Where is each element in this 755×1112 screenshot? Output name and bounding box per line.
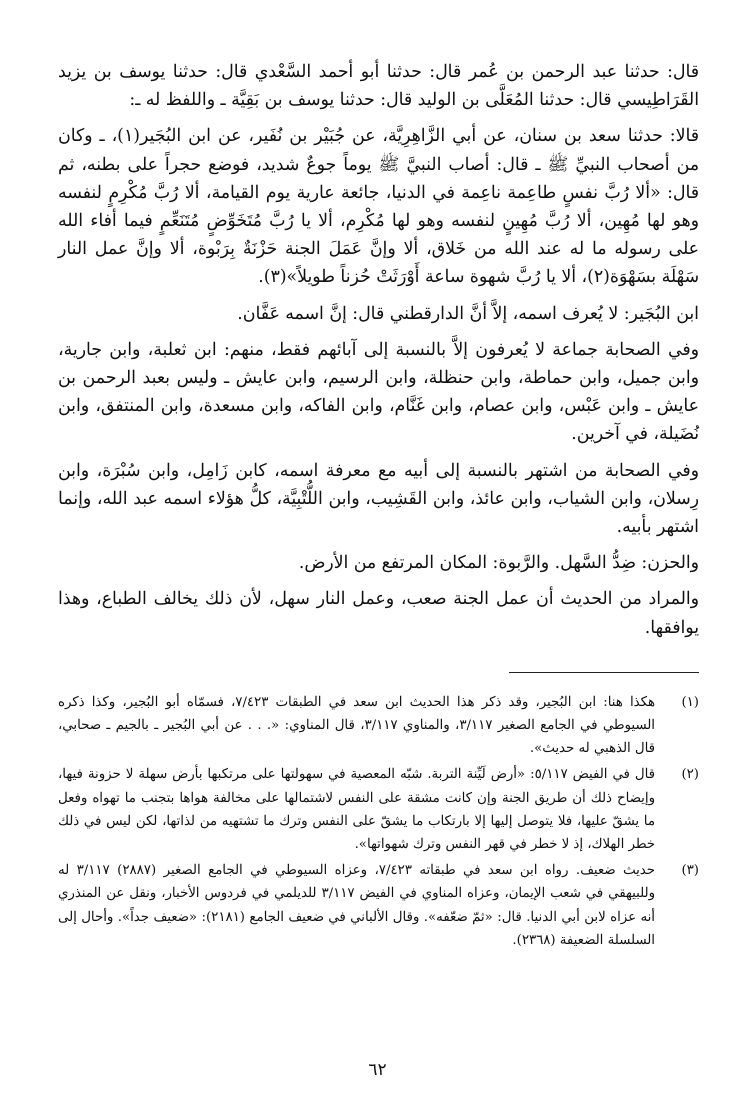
footnote-text: قال في الفيض ٥/١١٧: «أرض لَيِّنة التربة. شبّه المعصية في سهولتها على مرتكبها بأرض سهلة لا حزونة فيها، وإيضاح ذلك أن طريق الجنة وإن كانت مشقة على النفس لاشتمالها على مخالفة هواها بتجنب ما تهواه وفعل ما يشقّ عليها، فلا يتوصل إليها إلا بارتكاب ما يشقّ على النفس وترك ما تشتهيه من لذاتها، لكن ليس في ذلك خطر الهلاك، إذ لا خطر في قهر النفس وترك شهواتها». bbox=[58, 767, 656, 853]
footnote-divider bbox=[509, 672, 699, 673]
companions-by-father-paragraph: وفي الصحابة من اشتهر بالنسبة إلى أبيه مع معرفة اسمه، كابن زَامِل، وابن سُبْرَة، وابن رِسلان، وابن الشياب، وابن عائذ، وابن القَشِيب، وابن اللُّتْبِيَّة، كلُّ هؤلاء اسمه عبد الله، وإنما اشتهر بأبيه. bbox=[58, 460, 699, 538]
hadith-paragraph: قالا: حدثنا سعد بن سنان، عن أبي الزَّاهِرِيَّة، عن جُبَيْر بن نُفَير، عن ابن البُجَير(١)، ـ وكان من أصحاب النبيِّ ﷺ ـ قال: أصاب النبيَّ ﷺ يوماً جوعٌ شديد، فوضع حجراً على بطنه، ثم قال: «ألا رُبَّ نفسٍ طاعِمة ناعِمة في الدنيا، جائعة عارية يوم القيامة، ألا رُبَّ مُكْرِمٍ لنفسه وهو لها مُهِين، ألا رُبَّ مُهِينٍ لنفسه وهو لها مُكْرِم، ألا يا رُبَّ مُتَخَوِّضٍ مُتَنَعِّمٍ فيما أفاء الله على رسوله ما له عند الله من خَلاق، ألا وإنَّ عَمَلَ الجنة حَزْنَةٌ بِرَبْوة، ألا وإنَّ عمل النار سَهْلَة بسَهْوَة(٢)، ألا يا رُبَّ شهوة ساعة أَوْرَثَتْ حُزناً طويلاً»(٣). bbox=[58, 126, 699, 288]
footnote-3 bbox=[58, 859, 699, 952]
footnote-2 bbox=[58, 763, 699, 856]
narrator-note-paragraph: ابن البُجَير: لا يُعرف اسمه، إلاَّ أنَّ الدارقطني قال: إنَّ اسمه عَفَّان. bbox=[237, 303, 699, 324]
main-text bbox=[58, 58, 699, 642]
footnote-text: حديث ضعيف. رواه ابن سعد في طبقاته ٧/٤٢٣، وعزاه السيوطي في الجامع الصغير (٢٨٨٧) ٣/١١٧ له وللبيهقي في شعب الإيمان، وعزاه المناوي في الفيض ٣/١١٧ للديلمي في فردوس الأخبار، ونقل عن المنذري أنه عزاه لابن أبي الدنيا. قال: «ثمّ ضعّفه». وقال الألباني في ضعيف الجامع (٢١٨١): «ضعيف جداً». وأحال إلى السلسلة الضعيفة (٢٣٦٨). bbox=[58, 863, 656, 948]
companions-list-paragraph: وفي الصحابة جماعة لا يُعرفون إلاَّ بالنسبة إلى آبائهم فقط، منهم: ابن ثعلبة، وابن جارية، وابن جميل، وابن حماطة، وابن حنظلة، وابن الرسيم، وابن عايش ـ وليس بعبد الرحمن بن عايش ـ وابن عَبْس، وابن عصام، وابن غَنَّام، وابن الفاكه، وابن مسعدة، وابن المنتفق، وابن نُضَيلة، في آخرين. bbox=[58, 339, 699, 445]
footnote-number: (١) bbox=[681, 694, 699, 710]
footnotes bbox=[58, 691, 699, 952]
meaning-paragraph: والمراد من الحديث أن عمل الجنة صعب، وعمل النار سهل، لأن ذلك يخالف الطباع، وهذا يوافقها. bbox=[58, 589, 699, 638]
page-number: ٦٢ bbox=[368, 1060, 387, 1080]
footnote-number: (٣) bbox=[681, 863, 699, 879]
vocabulary-paragraph: والحزن: ضِدُّ السَّهل. والرَّبوة: المكان المرتفع من الأرض. bbox=[298, 553, 699, 574]
footnote-1 bbox=[58, 691, 699, 761]
isnad-paragraph: قال: حدثنا عبد الرحمن بن عُمر قال: حدثنا أبو أحمد السَّعْدي قال: حدثنا يوسف بن يزيد القَرَاطِيسي قال: حدثنا المُعَلَّى بن الوليد قال: حدثنا يوسف بن بَقِيَّة ـ واللفظ له ـ: bbox=[58, 62, 699, 111]
footnote-number: (٢) bbox=[681, 767, 699, 783]
footnote-text: هكذا هنا: ابن البُجير، وقد ذكر هذا الحديث ابن سعد في الطبقات ٧/٤٢٣، فسمّاه أبو البُجير، وكذا ذكره السيوطي في الجامع الصغير ٣/١١٧، والمناوي ٣/١١٧، قال المناوي: «. . . عن أبي البُجير ـ بالجيم ـ صحابي، قال الذهبي له حديث». bbox=[58, 694, 656, 757]
